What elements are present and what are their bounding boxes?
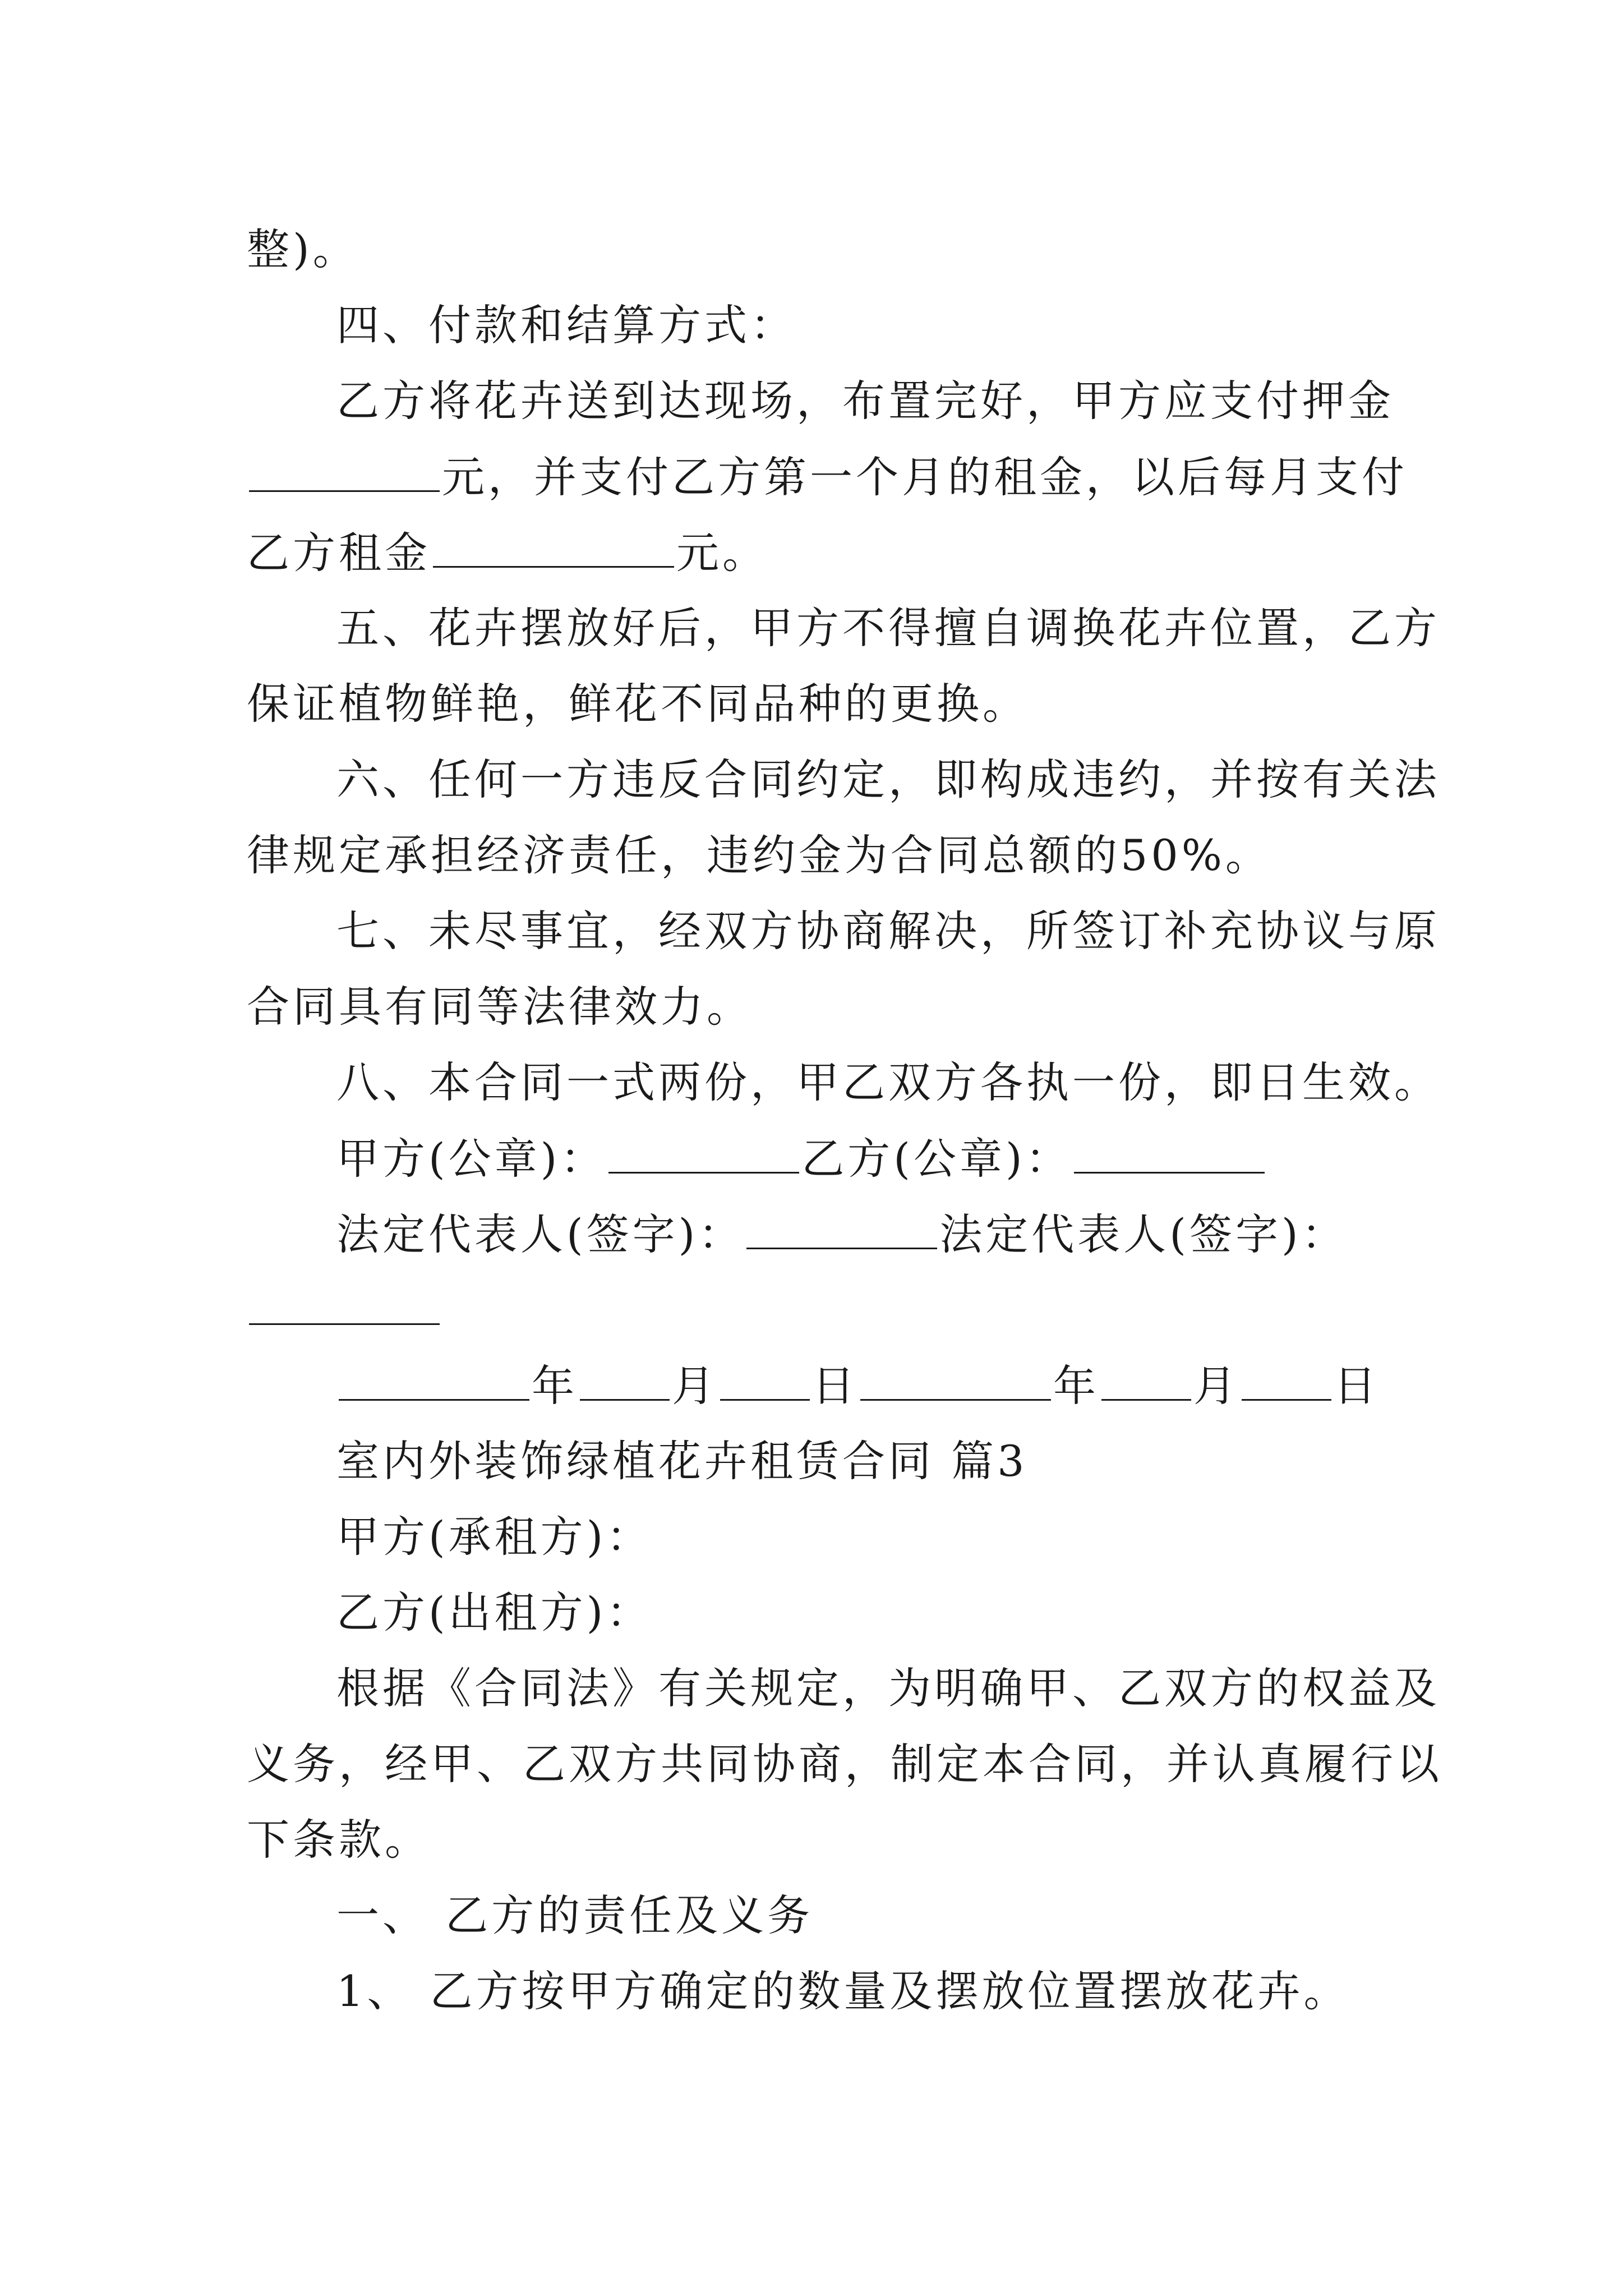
paragraph-line (336, 903, 1492, 959)
signature-rep-continuation (247, 1282, 1402, 1338)
month-blank (1101, 1358, 1191, 1401)
paragraph-line (336, 373, 1492, 429)
text: 根据《合同法》有关规定，为明确甲、乙双方的权益及 (336, 1663, 1440, 1713)
text: 乙方将花卉送到达现场，布置完好，甲方应支付押金 (336, 376, 1394, 426)
text: 一、 乙方的责任及义务 (336, 1890, 814, 1940)
text: 五、花卉摆放好后，甲方不得擅自调换花卉位置，乙方 (336, 603, 1440, 653)
text: 下条款。 (247, 1815, 431, 1865)
text: 1、 乙方按甲方确定的数量及摆放位置摆放花卉。 (336, 1966, 1350, 2016)
text: 法定代表人(签字)： (336, 1209, 745, 1259)
day-blank (1242, 1358, 1331, 1401)
text: 义务，经甲、乙双方共同协商，制定本合同，并认真履行以 (247, 1739, 1442, 1789)
deposit-blank (249, 449, 440, 492)
date-line (336, 1358, 1492, 1414)
text: 法定代表人(签字)： (939, 1209, 1348, 1259)
text: 整)。 (247, 224, 359, 274)
text: 元。 (676, 528, 768, 578)
text: 七、未尽事宜，经双方协商解决，所签订补充协议与原 (336, 906, 1440, 956)
day-blank (720, 1358, 810, 1401)
text: 室内外装饰绿植花卉租赁合同 篇3 (336, 1436, 1028, 1486)
party-b-line (336, 1585, 1492, 1641)
text: 月 (1193, 1361, 1239, 1411)
paragraph-line (336, 1660, 1492, 1717)
list-item (336, 1963, 1492, 2019)
party-a-line (336, 1509, 1492, 1565)
party-a-seal-blank (608, 1130, 799, 1174)
contract-title (336, 1433, 1492, 1489)
text: 律规定承担经济责任，违约金为合同总额的50%。 (247, 830, 1271, 880)
text: 甲方(公章)： (336, 1134, 607, 1184)
paragraph-line (247, 524, 1402, 581)
text: 元，并支付乙方第一个月的租金，以后每月支付 (442, 452, 1408, 502)
paragraph-line (247, 1812, 1402, 1868)
paragraph-line (247, 827, 1402, 884)
paragraph-line (247, 1736, 1442, 1792)
signature-rep-line (336, 1206, 1492, 1262)
paragraph-line (247, 449, 1408, 505)
text: 合同具有同等法律效力。 (247, 982, 753, 1032)
text: 乙方租金 (247, 528, 431, 578)
party-b-seal-blank (1074, 1130, 1265, 1174)
text: 乙方(公章)： (801, 1134, 1072, 1184)
year-blank (339, 1358, 529, 1401)
text: 年 (532, 1361, 578, 1411)
text: 保证植物鲜艳，鲜花不同品种的更换。 (247, 679, 1029, 729)
paragraph-line (336, 1055, 1492, 1111)
paragraph-line (336, 600, 1492, 656)
section-heading (336, 1888, 1492, 1944)
text: 六、任何一方违反合同约定，即构成违约，并按有关法 (336, 754, 1440, 804)
text: 甲方(承租方)： (336, 1512, 653, 1562)
text: 年 (1053, 1361, 1099, 1411)
year-blank (860, 1358, 1051, 1401)
party-a-rep-blank (746, 1206, 937, 1249)
section-heading-payment (336, 297, 1492, 353)
text: 月 (672, 1361, 718, 1411)
party-b-rep-blank (249, 1282, 440, 1325)
paragraph-line (336, 752, 1492, 808)
text: 乙方(出租方)： (336, 1588, 653, 1637)
text: 四、付款和结算方式： (336, 300, 796, 350)
paragraph-line (247, 979, 1402, 1035)
text: 八、本合同一式两份，甲乙双方各执一份，即日生效。 (336, 1057, 1440, 1107)
text: 日 (812, 1361, 858, 1411)
paragraph-line (247, 222, 1402, 278)
paragraph-line (247, 676, 1402, 732)
signature-seal-line (336, 1130, 1492, 1186)
month-blank (580, 1358, 670, 1401)
monthly-rent-blank (433, 524, 674, 568)
text: 日 (1334, 1361, 1380, 1411)
